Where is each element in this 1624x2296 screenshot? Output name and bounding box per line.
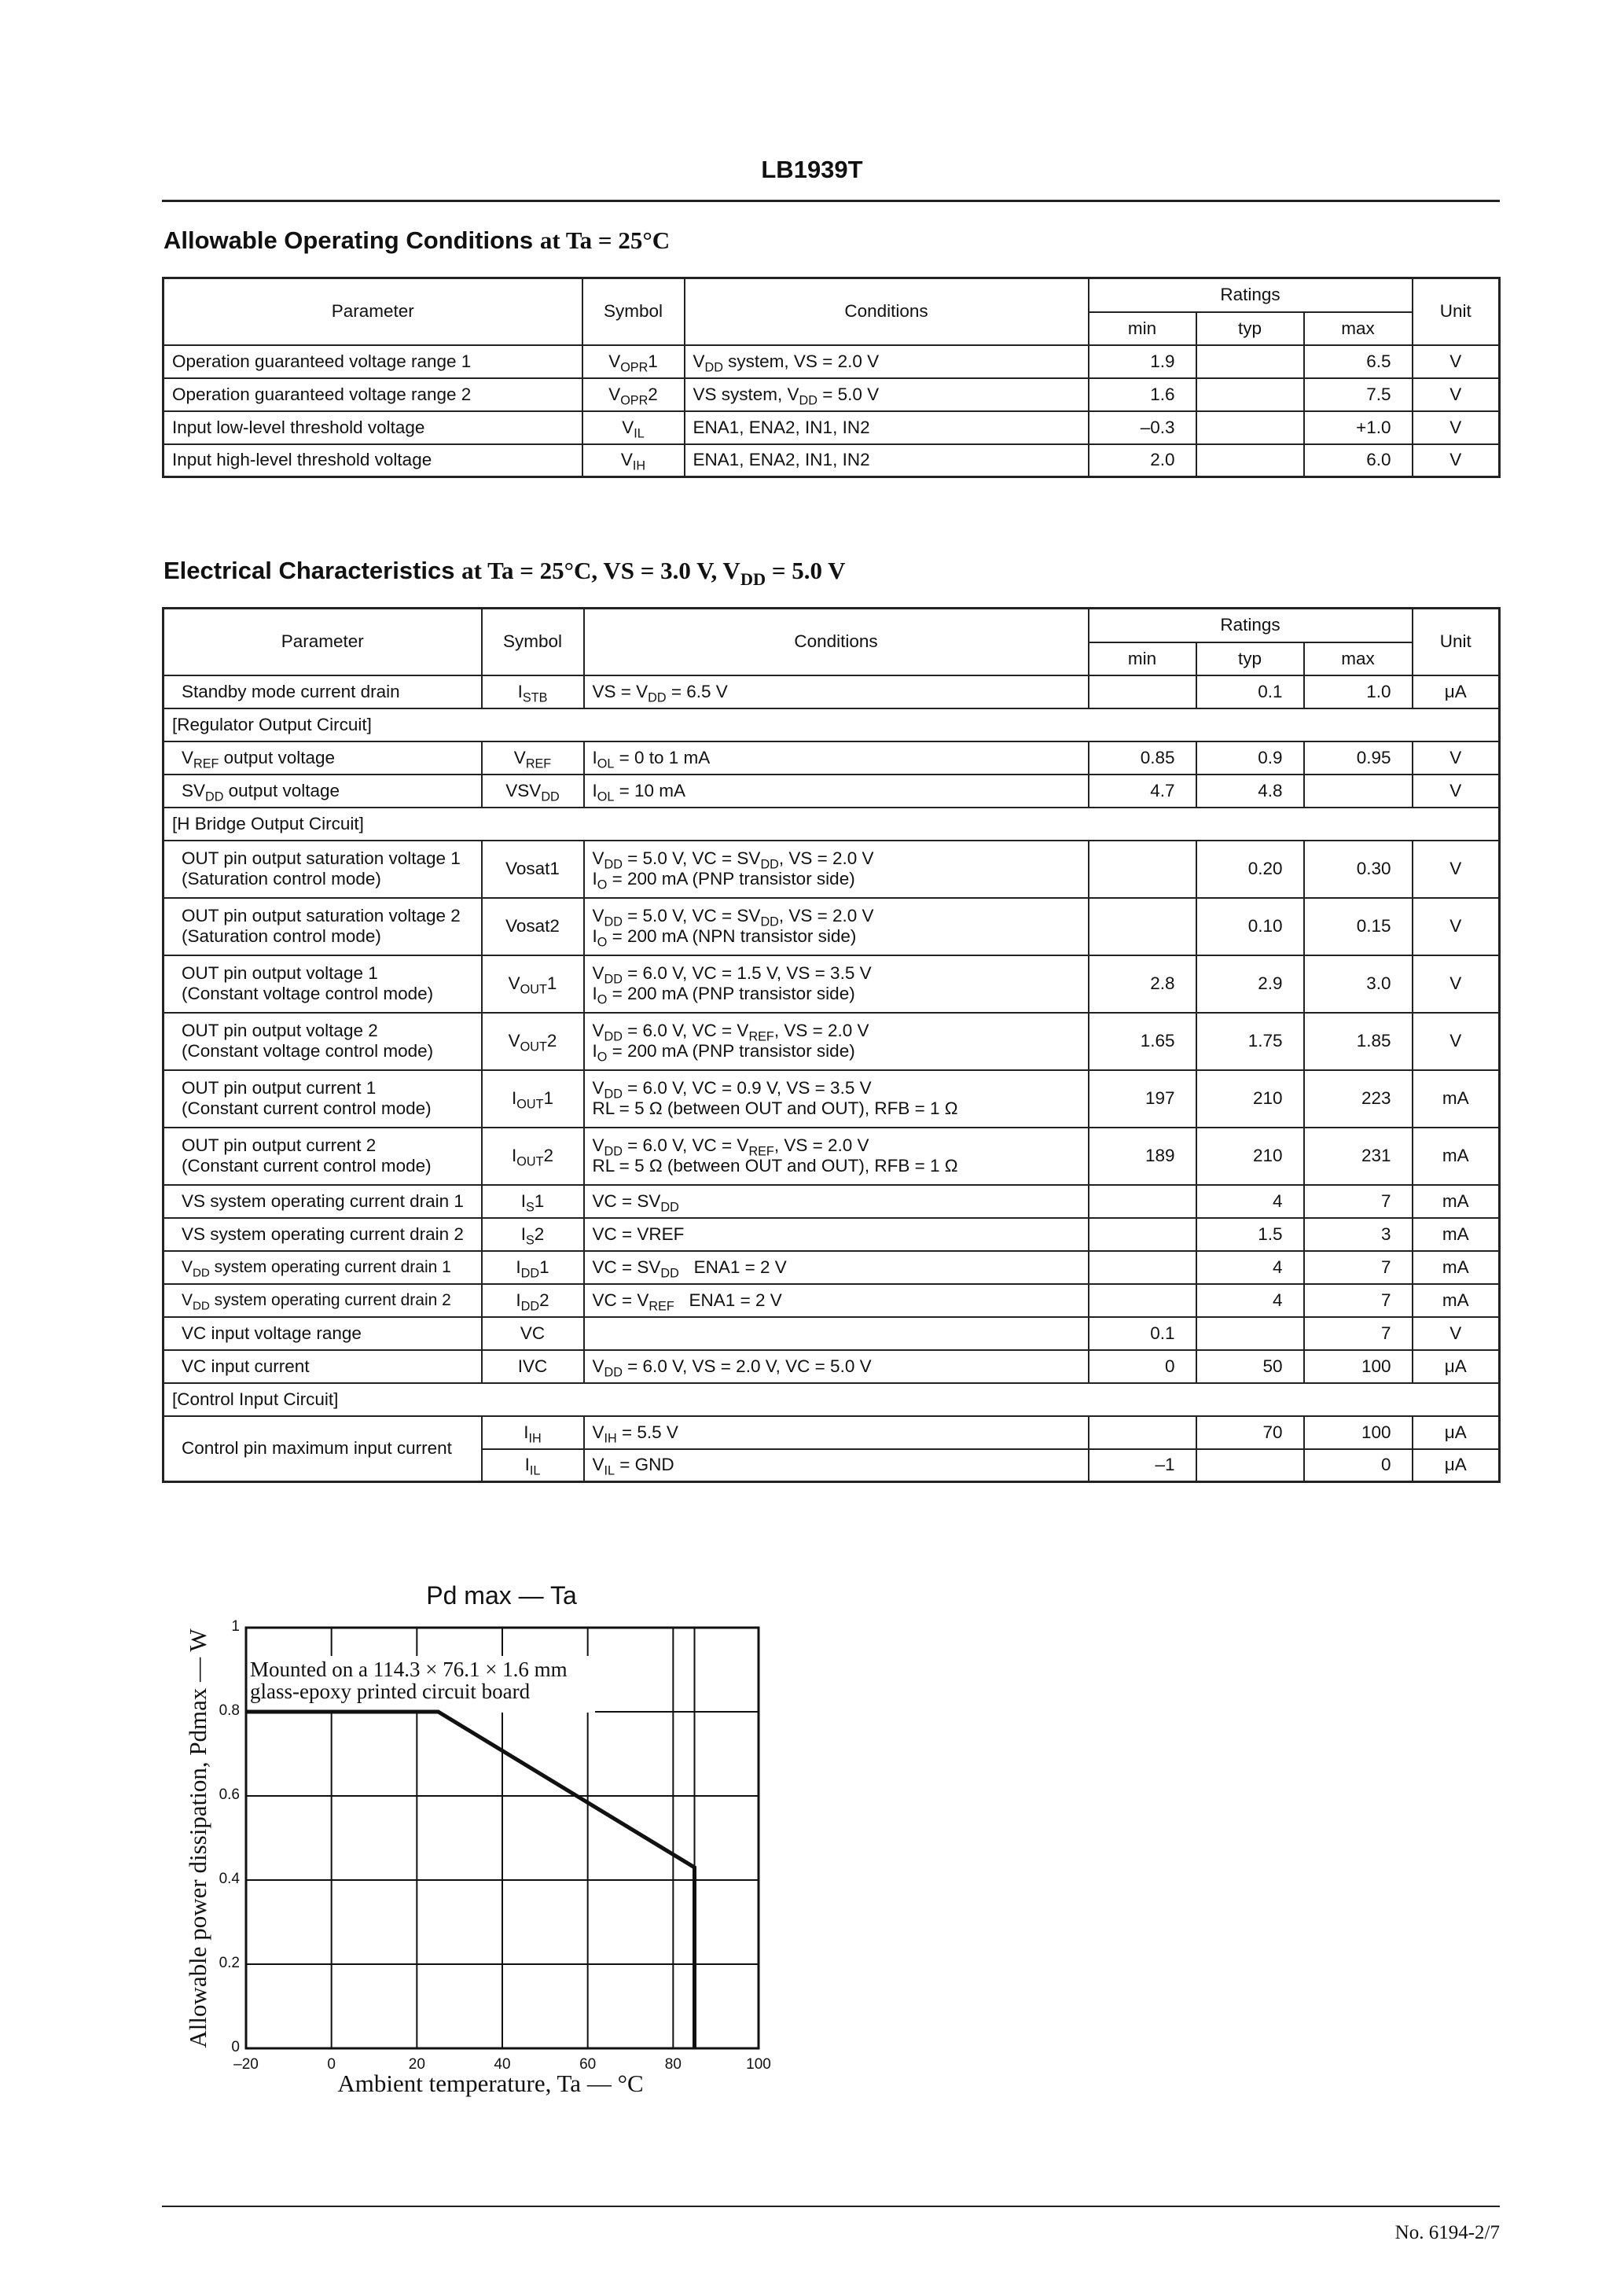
row-conditions: $I_{OL} = 10$ mA bbox=[584, 775, 1089, 808]
row-symbol: $V_{REF}$ bbox=[482, 741, 584, 775]
row-conditions: $I_{OL} = 0$ to 1 mA bbox=[584, 741, 1089, 775]
row-symbol: $I_{OUT}2$ bbox=[482, 1128, 584, 1185]
row-unit: mA bbox=[1413, 1185, 1500, 1218]
chart-ytick-label: 0.6 bbox=[219, 1786, 240, 1803]
row-typ: 0.1 bbox=[1196, 675, 1304, 708]
row-max: 7 bbox=[1304, 1185, 1413, 1218]
row-parameter: VC input current bbox=[164, 1350, 482, 1383]
row-unit: V bbox=[1413, 955, 1500, 1013]
row-min: 1.65 bbox=[1089, 1013, 1196, 1070]
row-symbol: $I_S1$ bbox=[482, 1185, 584, 1218]
row-symbol: VC bbox=[482, 1317, 584, 1350]
section-label-regulator: [Regulator Output Circuit] bbox=[164, 708, 1500, 741]
row-unit: V bbox=[1413, 741, 1500, 775]
row-unit: mA bbox=[1413, 1128, 1500, 1185]
row-conditions: VC = VREF bbox=[584, 1218, 1089, 1251]
operating-title-text: Allowable Operating Conditions bbox=[164, 226, 534, 254]
row-parameter: $V_{DD}$ system operating current drain 2 bbox=[164, 1284, 482, 1317]
row-symbol: $V_{OPR}2$ bbox=[582, 378, 685, 411]
row-typ: 4 bbox=[1196, 1284, 1304, 1317]
chart-xlabel: Ambient temperature, Ta — °C bbox=[337, 2070, 644, 2097]
row-symbol: $V_{IH}$ bbox=[582, 444, 685, 477]
chart-ytick-label: 0.4 bbox=[219, 1871, 240, 1887]
row-max: 7 bbox=[1304, 1251, 1413, 1284]
row-max: 1.0 bbox=[1304, 675, 1413, 708]
row-parameter: Operation guaranteed voltage range 2 bbox=[164, 378, 582, 411]
row-max: 3.0 bbox=[1304, 955, 1413, 1013]
row-max: 100 bbox=[1304, 1350, 1413, 1383]
row-conditions: $V_{DD} = 6.0$ V, VS = 2.0 V, VC = 5.0 V bbox=[584, 1350, 1089, 1383]
row-unit: V bbox=[1413, 411, 1500, 444]
footer-rule bbox=[162, 2206, 1500, 2207]
row-max: 7 bbox=[1304, 1284, 1413, 1317]
row-symbol: $I_{OUT}1$ bbox=[482, 1070, 584, 1128]
row-max: 231 bbox=[1304, 1128, 1413, 1185]
row-parameter: Standby mode current drain bbox=[164, 675, 482, 708]
row-max: 0.15 bbox=[1304, 898, 1413, 955]
col-parameter: Parameter bbox=[164, 609, 482, 675]
row-parameter: OUT pin output current 2 (Constant current control mode) bbox=[164, 1128, 482, 1185]
row-parameter: Input low-level threshold voltage bbox=[164, 411, 582, 444]
row-conditions: $V_{IH} = 5.5$ V bbox=[584, 1416, 1089, 1449]
row-conditions: VC = $V_{REF}$ ENA1 = 2 V bbox=[584, 1284, 1089, 1317]
row-typ: 210 bbox=[1196, 1070, 1304, 1128]
row-unit: V bbox=[1413, 444, 1500, 477]
chart-annotation-line2: glass-epoxy printed circuit board bbox=[250, 1680, 531, 1703]
row-unit: V bbox=[1413, 378, 1500, 411]
col-unit: Unit bbox=[1413, 609, 1500, 675]
row-parameter: Input high-level threshold voltage bbox=[164, 444, 582, 477]
row-unit: μA bbox=[1413, 675, 1500, 708]
chart-xtick-label: 0 bbox=[327, 2056, 336, 2073]
electrical-title-text: Electrical Characteristics bbox=[164, 557, 455, 584]
col-min: min bbox=[1089, 642, 1196, 675]
row-min: 1.9 bbox=[1089, 345, 1196, 378]
chart-xtick-label: 100 bbox=[746, 2056, 771, 2073]
row-unit: μA bbox=[1413, 1350, 1500, 1383]
chart-ytick-label: 0.2 bbox=[219, 1955, 240, 1971]
row-min: –1 bbox=[1089, 1449, 1196, 1482]
row-symbol: $VSV_{DD}$ bbox=[482, 775, 584, 808]
row-unit: mA bbox=[1413, 1251, 1500, 1284]
row-min: 189 bbox=[1089, 1128, 1196, 1185]
row-typ: 1.75 bbox=[1196, 1013, 1304, 1070]
col-symbol: Symbol bbox=[482, 609, 584, 675]
row-max: 6.5 bbox=[1304, 345, 1413, 378]
row-conditions: $V_{DD} = 5.0$ V, VC = $SV_{DD}$, VS = 2.0 V $I_O = 200$ mA (NPN transistor side) bbox=[584, 898, 1089, 955]
row-unit: V bbox=[1413, 841, 1500, 898]
row-parameter: OUT pin output saturation voltage 1 (Saturation control mode) bbox=[164, 841, 482, 898]
row-min: 0 bbox=[1089, 1350, 1196, 1383]
row-parameter: VS system operating current drain 2 bbox=[164, 1218, 482, 1251]
row-conditions: VS system, $V_{DD} = 5.0$ V bbox=[685, 378, 1089, 411]
chart-xtick-label: –20 bbox=[233, 2056, 259, 2073]
row-parameter: Control pin maximum input current bbox=[164, 1416, 482, 1482]
col-conditions: Conditions bbox=[685, 278, 1089, 345]
row-max: 3 bbox=[1304, 1218, 1413, 1251]
row-conditions: $V_{DD} = 6.0$ V, VC = 1.5 V, VS = 3.5 V $I_O = 200$ mA (PNP transistor side) bbox=[584, 955, 1089, 1013]
row-symbol: $V_{OUT}1$ bbox=[482, 955, 584, 1013]
row-min: 2.0 bbox=[1089, 444, 1196, 477]
row-typ: 2.9 bbox=[1196, 955, 1304, 1013]
row-parameter: $SV_{DD}$ output voltage bbox=[164, 775, 482, 808]
row-min: 1.6 bbox=[1089, 378, 1196, 411]
row-conditions: $V_{DD} = 5.0$ V, VC = $SV_{DD}$, VS = 2.0 V $I_O = 200$ mA (PNP transistor side) bbox=[584, 841, 1089, 898]
col-ratings: Ratings bbox=[1089, 609, 1413, 642]
row-conditions: $V_{DD} = 6.0$ V, VC = $V_{REF}$, VS = 2.0 V RL = 5 Ω (between OUT and OUT), RFB = 1 Ω bbox=[584, 1128, 1089, 1185]
row-min: –0.3 bbox=[1089, 411, 1196, 444]
row-symbol: IVC bbox=[482, 1350, 584, 1383]
row-min: 0.1 bbox=[1089, 1317, 1196, 1350]
row-symbol: $I_{IL}$ bbox=[482, 1449, 584, 1482]
row-max: +1.0 bbox=[1304, 411, 1413, 444]
col-max: max bbox=[1304, 312, 1413, 345]
row-max: 223 bbox=[1304, 1070, 1413, 1128]
row-max: 7.5 bbox=[1304, 378, 1413, 411]
chart-xtick-label: 40 bbox=[494, 2056, 511, 2073]
col-symbol: Symbol bbox=[582, 278, 685, 345]
part-number-header: LB1939T bbox=[761, 156, 863, 183]
row-symbol: $I_{DD}2$ bbox=[482, 1284, 584, 1317]
col-parameter: Parameter bbox=[164, 278, 582, 345]
row-conditions: VC = $SV_{DD}$ bbox=[584, 1185, 1089, 1218]
row-min: 197 bbox=[1089, 1070, 1196, 1128]
col-typ: typ bbox=[1196, 312, 1304, 345]
row-conditions: $V_{DD} = 6.0$ V, VC = 0.9 V, VS = 3.5 V RL = 5 Ω (between OUT and OUT), RFB = 1 Ω bbox=[584, 1070, 1089, 1128]
row-conditions: VS = $V_{DD} = 6.5$ V bbox=[584, 675, 1089, 708]
col-min: min bbox=[1089, 312, 1196, 345]
row-typ: 0.9 bbox=[1196, 741, 1304, 775]
row-typ: 0.20 bbox=[1196, 841, 1304, 898]
row-typ: 4.8 bbox=[1196, 775, 1304, 808]
section-label-control: [Control Input Circuit] bbox=[164, 1383, 1500, 1416]
row-symbol: $V_{OPR}1$ bbox=[582, 345, 685, 378]
section-label-hbridge: [H Bridge Output Circuit] bbox=[164, 808, 1500, 841]
electrical-title-condition: at Ta = 25°C, VS = 3.0 V, $V_{DD} = 5.0$ V bbox=[461, 557, 846, 589]
row-min: 0.85 bbox=[1089, 741, 1196, 775]
row-symbol: $I_S2$ bbox=[482, 1218, 584, 1251]
row-conditions: ENA1, ENA2, IN1, IN2 bbox=[685, 411, 1089, 444]
row-parameter: Operation guaranteed voltage range 1 bbox=[164, 345, 582, 378]
row-typ: 50 bbox=[1196, 1350, 1304, 1383]
row-parameter: OUT pin output voltage 2 (Constant voltage control mode) bbox=[164, 1013, 482, 1070]
row-max: 7 bbox=[1304, 1317, 1413, 1350]
chart-ylabel: Allowable power dissipation, Pdmax — W bbox=[184, 1628, 211, 2048]
row-parameter: OUT pin output current 1 (Constant current control mode) bbox=[164, 1070, 482, 1128]
col-unit: Unit bbox=[1413, 278, 1500, 345]
row-conditions: $V_{IL}$ = GND bbox=[584, 1449, 1089, 1482]
row-symbol: $I_{DD}1$ bbox=[482, 1251, 584, 1284]
operating-title-condition: at Ta = 25°C bbox=[539, 226, 671, 254]
row-conditions: $V_{DD} = 6.0$ V, VC = $V_{REF}$, VS = 2.0 V $I_O = 200$ mA (PNP transistor side) bbox=[584, 1013, 1089, 1070]
row-parameter: $V_{REF}$ output voltage bbox=[164, 741, 482, 775]
row-typ: 0.10 bbox=[1196, 898, 1304, 955]
row-max: 0 bbox=[1304, 1449, 1413, 1482]
row-max: 100 bbox=[1304, 1416, 1413, 1449]
row-symbol: $I_{STB}$ bbox=[482, 675, 584, 708]
chart-xtick-label: 20 bbox=[408, 2056, 425, 2073]
row-max: 0.30 bbox=[1304, 841, 1413, 898]
row-conditions: VC = $SV_{DD}$ ENA1 = 2 V bbox=[584, 1251, 1089, 1284]
row-parameter: $V_{DD}$ system operating current drain 1 bbox=[164, 1251, 482, 1284]
row-symbol: $I_{IH}$ bbox=[482, 1416, 584, 1449]
footer-page-number: No. 6194-2/7 bbox=[1394, 2222, 1500, 2243]
chart-title: Pd max — Ta bbox=[426, 1581, 577, 1610]
row-symbol: Vosat1 bbox=[482, 841, 584, 898]
row-unit: mA bbox=[1413, 1070, 1500, 1128]
row-symbol: $V_{OUT}2$ bbox=[482, 1013, 584, 1070]
chart-xtick-label: 60 bbox=[579, 2056, 597, 2073]
col-ratings: Ratings bbox=[1089, 278, 1413, 312]
row-symbol: $V_{IL}$ bbox=[582, 411, 685, 444]
chart-annotation-line1: Mounted on a 114.3 × 76.1 × 1.6 mm bbox=[250, 1658, 568, 1681]
row-typ: 70 bbox=[1196, 1416, 1304, 1449]
row-typ: 4 bbox=[1196, 1185, 1304, 1218]
row-parameter: OUT pin output saturation voltage 2 (Saturation control mode) bbox=[164, 898, 482, 955]
chart-ytick-label: 1 bbox=[231, 1618, 240, 1635]
row-max: 6.0 bbox=[1304, 444, 1413, 477]
row-unit: mA bbox=[1413, 1218, 1500, 1251]
row-conditions: $V_{DD}$ system, VS = 2.0 V bbox=[685, 345, 1089, 378]
row-symbol: Vosat2 bbox=[482, 898, 584, 955]
row-unit: μA bbox=[1413, 1449, 1500, 1482]
row-unit: μA bbox=[1413, 1416, 1500, 1449]
row-typ: 210 bbox=[1196, 1128, 1304, 1185]
row-typ: 1.5 bbox=[1196, 1218, 1304, 1251]
row-parameter: VS system operating current drain 1 bbox=[164, 1185, 482, 1218]
row-unit: V bbox=[1413, 775, 1500, 808]
row-max: 0.95 bbox=[1304, 741, 1413, 775]
row-parameter: OUT pin output voltage 1 (Constant voltage control mode) bbox=[164, 955, 482, 1013]
row-unit: V bbox=[1413, 345, 1500, 378]
row-conditions: ENA1, ENA2, IN1, IN2 bbox=[685, 444, 1089, 477]
chart-xtick-label: 80 bbox=[664, 2056, 682, 2073]
chart-ytick-label: 0 bbox=[231, 2039, 240, 2055]
row-max: 1.85 bbox=[1304, 1013, 1413, 1070]
col-max: max bbox=[1304, 642, 1413, 675]
col-typ: typ bbox=[1196, 642, 1304, 675]
row-min: 2.8 bbox=[1089, 955, 1196, 1013]
row-typ: 4 bbox=[1196, 1251, 1304, 1284]
chart-ytick-label: 0.8 bbox=[219, 1702, 240, 1719]
row-parameter: VC input voltage range bbox=[164, 1317, 482, 1350]
row-unit: V bbox=[1413, 1013, 1500, 1070]
col-conditions: Conditions bbox=[584, 609, 1089, 675]
row-unit: V bbox=[1413, 898, 1500, 955]
row-min: 4.7 bbox=[1089, 775, 1196, 808]
row-unit: V bbox=[1413, 1317, 1500, 1350]
row-unit: mA bbox=[1413, 1284, 1500, 1317]
